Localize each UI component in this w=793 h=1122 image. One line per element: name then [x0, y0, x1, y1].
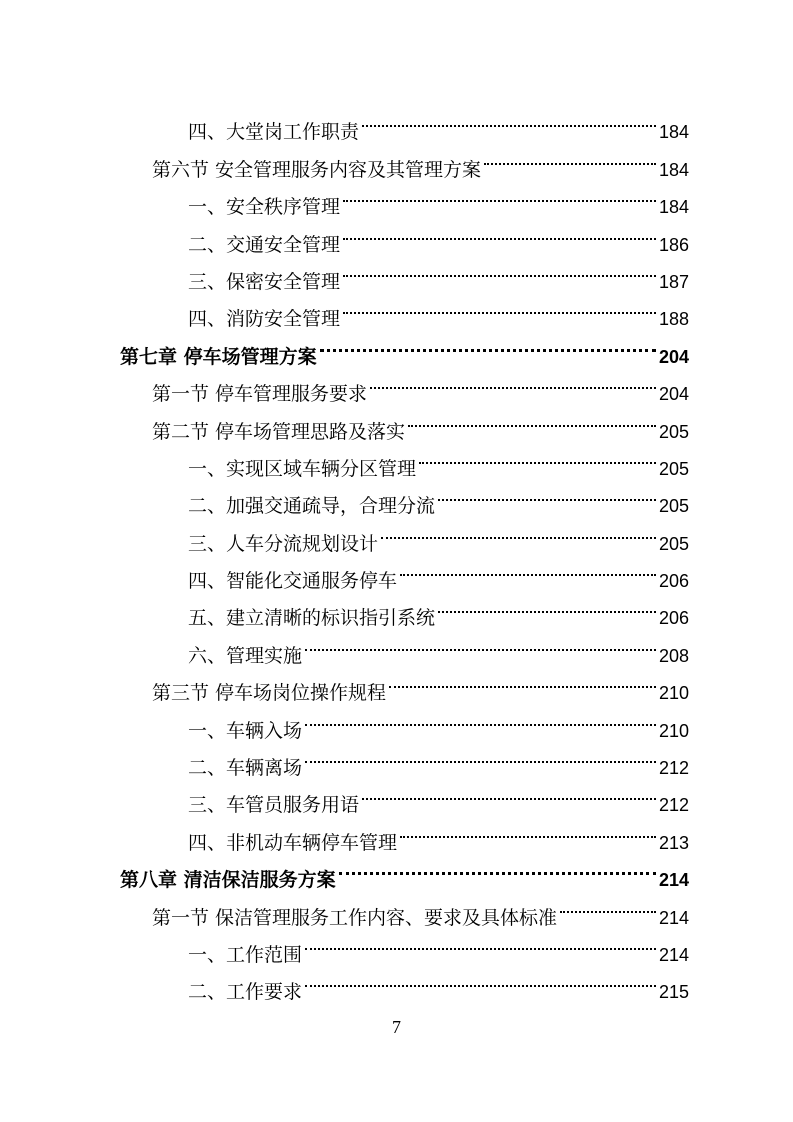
dot-leader — [408, 400, 656, 437]
toc-entry-page: 184 — [658, 122, 689, 143]
toc-entry-title: 二、工作要求 — [188, 981, 303, 1004]
dot-leader — [305, 737, 656, 774]
toc-entry-title: 第一节 保洁管理服务工作内容、要求及具体标准 — [152, 906, 558, 929]
toc-entry-title: 三、车管员服务用语 — [188, 794, 360, 817]
dot-leader — [305, 924, 656, 961]
dot-leader — [343, 251, 656, 288]
toc-entry-title: 四、智能化交通服务停车 — [188, 570, 398, 593]
toc-entry-title: 四、消防安全管理 — [188, 308, 341, 331]
toc-entry-page: 205 — [658, 458, 689, 479]
toc-entry-title: 四、非机动车辆停车管理 — [188, 831, 398, 854]
toc-entry-page: 215 — [658, 982, 689, 1003]
toc-entry-page: 205 — [658, 421, 689, 442]
dot-leader — [484, 138, 656, 175]
toc-entry-title: 二、交通安全管理 — [188, 233, 341, 256]
toc-entry-title: 第六节 安全管理服务内容及其管理方案 — [152, 158, 482, 181]
toc-entry-title: 二、车辆离场 — [188, 757, 303, 780]
dot-leader — [400, 811, 656, 848]
page-number: 7 — [392, 1017, 401, 1037]
toc-entry-title: 四、大堂岗工作职责 — [188, 121, 360, 144]
toc-entry-page: 212 — [658, 758, 689, 779]
dot-leader — [381, 512, 656, 549]
toc-entry-page: 206 — [658, 571, 689, 592]
toc-entry-title: 二、加强交通疏导，合理分流 — [188, 495, 436, 518]
toc-entry-title: 六、管理实施 — [188, 644, 303, 667]
toc-entry-page: 205 — [658, 533, 689, 554]
toc-entry-page: 184 — [658, 197, 689, 218]
toc-entry-title: 一、工作范围 — [188, 943, 303, 966]
dot-leader — [370, 363, 656, 400]
toc-entry-title: 三、人车分流规划设计 — [188, 532, 379, 555]
toc-entry-title: 五、建立清晰的标识指引系统 — [188, 607, 436, 630]
toc-entry-title: 第八章 清洁保洁服务方案 — [120, 869, 336, 892]
dot-leader — [320, 325, 656, 362]
toc-entry-page: 214 — [658, 870, 689, 891]
toc-entry-page: 210 — [658, 683, 689, 704]
toc-entry-page: 214 — [658, 944, 689, 965]
dot-leader — [362, 774, 656, 811]
dot-leader — [343, 176, 656, 213]
toc-entry-page: 208 — [658, 645, 689, 666]
toc-entry[interactable] — [0, 101, 793, 144]
toc-entry-page: 206 — [658, 608, 689, 629]
toc-entry-page: 187 — [658, 271, 689, 292]
toc-entry-page: 188 — [658, 309, 689, 330]
toc-entry-page: 212 — [658, 795, 689, 816]
dot-leader — [343, 213, 656, 250]
dot-leader — [560, 886, 656, 923]
toc-entry-title: 第三节 停车场岗位操作规程 — [152, 682, 387, 705]
dot-leader — [339, 849, 656, 886]
toc-entry-page: 204 — [658, 346, 689, 367]
toc-entry-title: 三、保密安全管理 — [188, 270, 341, 293]
dot-leader — [400, 550, 656, 587]
dot-leader — [305, 961, 656, 998]
toc-entry-title: 一、车辆入场 — [188, 719, 303, 742]
toc-entry-page: 204 — [658, 384, 689, 405]
toc-entry-title: 第七章 停车场管理方案 — [120, 345, 317, 368]
toc-entry-title: 一、安全秩序管理 — [188, 196, 341, 219]
dot-leader — [389, 662, 656, 699]
toc-entry-title: 第二节 停车场管理思路及落实 — [152, 420, 406, 443]
toc-entry-title: 第一节 停车管理服务要求 — [152, 383, 368, 406]
toc-entry-page: 210 — [658, 720, 689, 741]
dot-leader — [362, 101, 656, 138]
toc-entry-page: 184 — [658, 159, 689, 180]
dot-leader — [438, 475, 656, 512]
toc-entry-page: 205 — [658, 496, 689, 517]
toc-entry-page: 213 — [658, 832, 689, 853]
dot-leader — [343, 288, 656, 325]
toc-entry-title: 一、实现区域车辆分区管理 — [188, 457, 417, 480]
dot-leader — [305, 699, 656, 736]
dot-leader — [419, 438, 656, 475]
toc-entry-page: 186 — [658, 234, 689, 255]
table-of-contents — [0, 101, 793, 1004]
toc-entry-page: 214 — [658, 907, 689, 928]
dot-leader — [305, 624, 656, 661]
dot-leader — [438, 587, 656, 624]
